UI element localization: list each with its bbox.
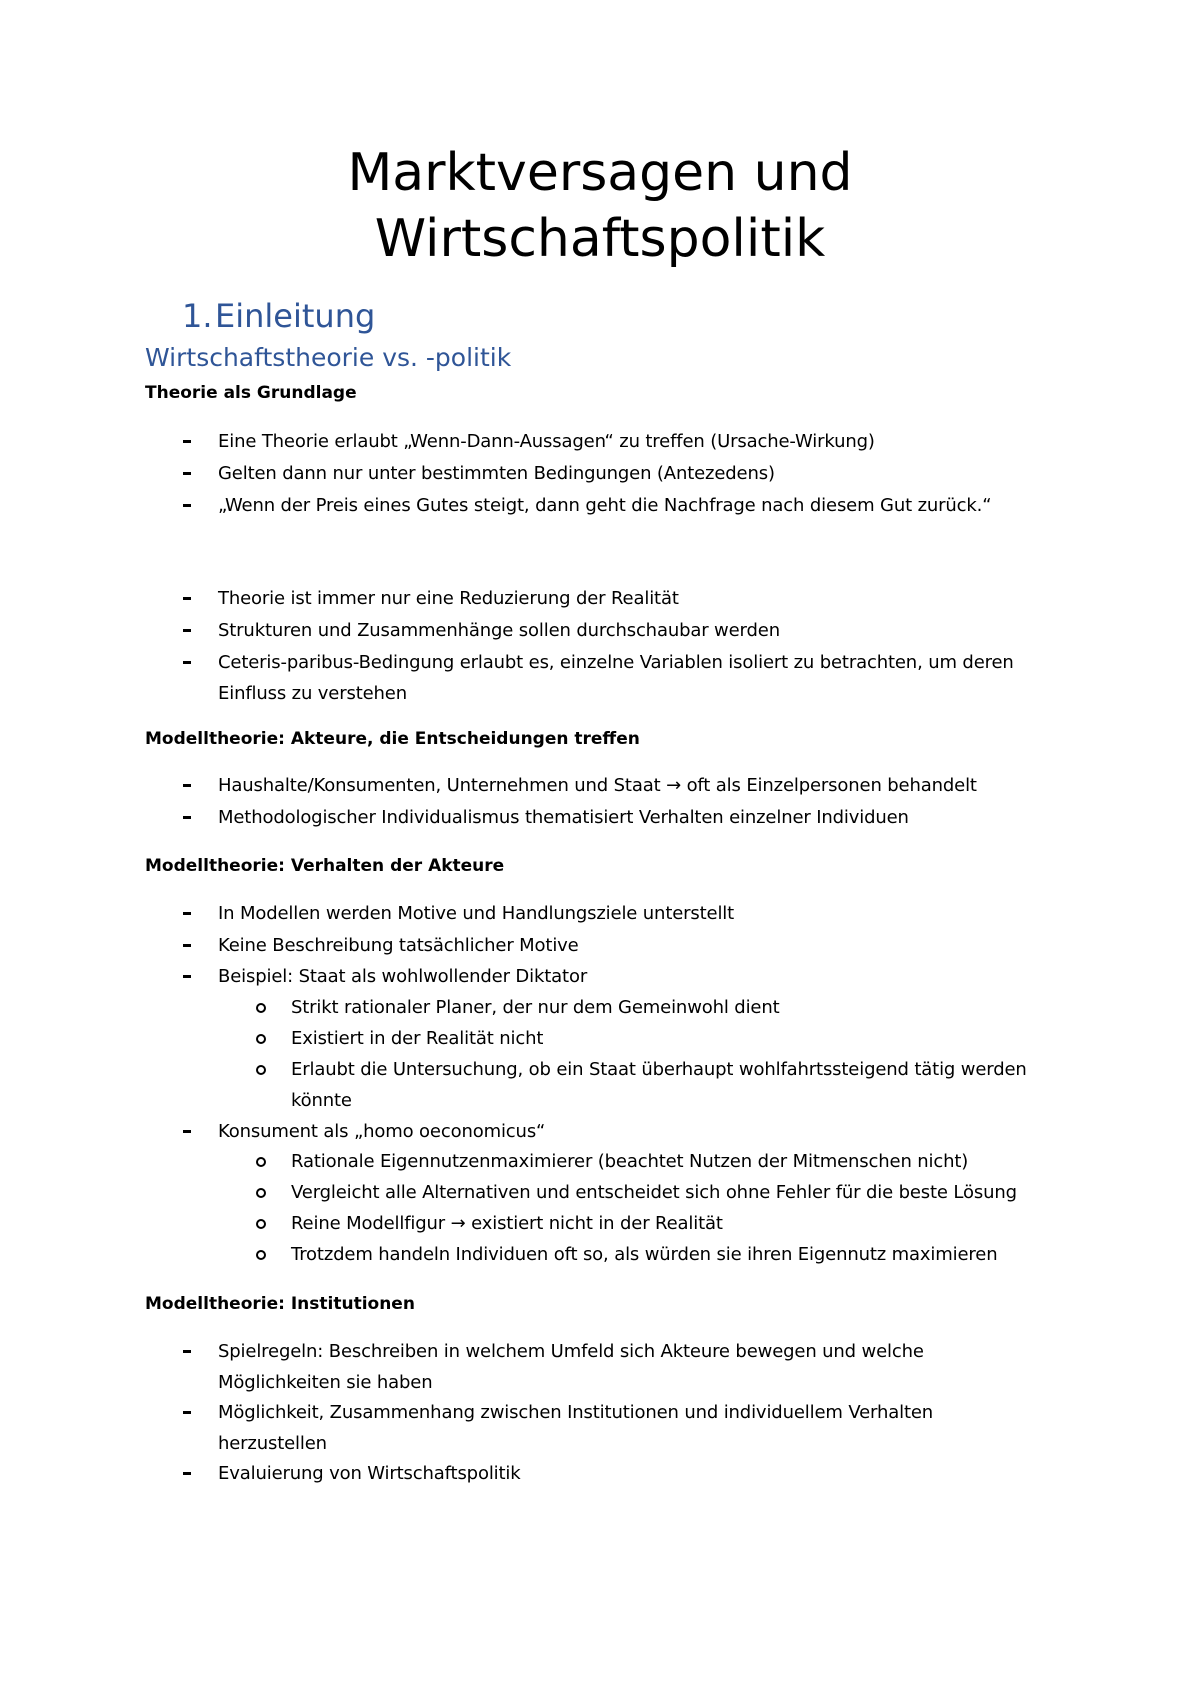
list-item: „Wenn der Preis eines Gutes steigt, dann geht die Nachfrage nach diesem Gut zurück.“	[218, 490, 1038, 521]
dash-bullet	[183, 1411, 191, 1414]
circle-bullet	[256, 1188, 266, 1198]
list-item: In Modellen werden Motive und Handlungsziele unterstellt	[218, 898, 1038, 929]
document-title-line-1: Marktversagen und	[347, 143, 853, 203]
dash-bullet	[183, 816, 191, 819]
heading-einleitung	[182, 296, 375, 336]
list-item: Konsument als „homo oeconomicus“	[218, 1116, 1038, 1147]
dash-bullet	[183, 1472, 191, 1475]
section-heading-verhalten: Modelltheorie: Verhalten der Akteure	[145, 856, 505, 876]
dash-bullet	[183, 1350, 191, 1353]
circle-bullet	[256, 1003, 266, 1013]
dash-bullet	[183, 472, 191, 475]
list-item: Eine Theorie erlaubt „Wenn-Dann-Aussagen“ zu treffen (Ursache-Wirkung)	[218, 426, 1038, 457]
dash-bullet	[183, 661, 191, 664]
sub-list-item: Reine Modellfigur → existiert nicht in der Realität	[291, 1208, 1051, 1239]
dash-bullet	[183, 1130, 191, 1133]
dash-bullet	[183, 629, 191, 632]
sub-list-item: Trotzdem handeln Individuen oft so, als würden sie ihren Eigennutz maximieren	[291, 1239, 1051, 1270]
sub-list-item: Rationale Eigennutzenmaximierer (beachtet Nutzen der Mitmenschen nicht)	[291, 1146, 1051, 1177]
list-item: Spielregeln: Beschreiben in welchem Umfeld sich Akteure bewegen und welche Möglichkeiten sie haben	[218, 1336, 1038, 1398]
circle-bullet	[256, 1250, 266, 1260]
list-item: Haushalte/Konsumenten, Unternehmen und Staat → oft als Einzelpersonen behandelt	[218, 770, 1038, 801]
subheading-wirtschaftstheorie: Wirtschaftstheorie vs. -politik	[145, 343, 512, 372]
list-item: Evaluierung von Wirtschaftspolitik	[218, 1458, 1038, 1489]
dash-bullet	[183, 912, 191, 915]
list-item: Möglichkeit, Zusammenhang zwischen Institutionen und individuellem Verhalten herzustellen	[218, 1397, 1038, 1459]
list-item: Beispiel: Staat als wohlwollender Diktator	[218, 961, 1038, 992]
sub-list-item: Existiert in der Realität nicht	[291, 1023, 1051, 1054]
list-item: Gelten dann nur unter bestimmten Bedingungen (Antezedens)	[218, 458, 1038, 489]
section-heading-theorie-als-grundlage: Theorie als Grundlage	[145, 383, 357, 403]
dash-bullet	[183, 440, 191, 443]
heading-number: 1.	[182, 297, 213, 335]
circle-bullet	[256, 1034, 266, 1044]
section-heading-institutionen: Modelltheorie: Institutionen	[145, 1294, 415, 1314]
list-item: Keine Beschreibung tatsächlicher Motive	[218, 930, 1038, 961]
list-item: Methodologischer Individualismus thematisiert Verhalten einzelner Individuen	[218, 802, 1038, 833]
heading-text: Einleitung	[215, 297, 376, 335]
circle-bullet	[256, 1065, 266, 1075]
sub-list-item: Vergleicht alle Alternativen und entscheidet sich ohne Fehler für die beste Lösung	[291, 1177, 1051, 1208]
list-item: Strukturen und Zusammenhänge sollen durchschaubar werden	[218, 615, 1038, 646]
circle-bullet	[256, 1219, 266, 1229]
dash-bullet	[183, 975, 191, 978]
section-heading-akteure: Modelltheorie: Akteure, die Entscheidungen treffen	[145, 729, 640, 749]
sub-list-item: Strikt rationaler Planer, der nur dem Gemeinwohl dient	[291, 992, 1051, 1023]
list-item: Ceteris-paribus-Bedingung erlaubt es, einzelne Variablen isoliert zu betrachten, um deren Einfluss zu verstehen	[218, 647, 1038, 709]
dash-bullet	[183, 944, 191, 947]
list-item: Theorie ist immer nur eine Reduzierung der Realität	[218, 583, 1038, 614]
document-title-line-2: Wirtschaftspolitik	[374, 209, 826, 269]
circle-bullet	[256, 1157, 266, 1167]
dash-bullet	[183, 784, 191, 787]
dash-bullet	[183, 504, 191, 507]
dash-bullet	[183, 597, 191, 600]
sub-list-item: Erlaubt die Untersuchung, ob ein Staat überhaupt wohlfahrtssteigend tätig werden könnte	[291, 1054, 1051, 1116]
